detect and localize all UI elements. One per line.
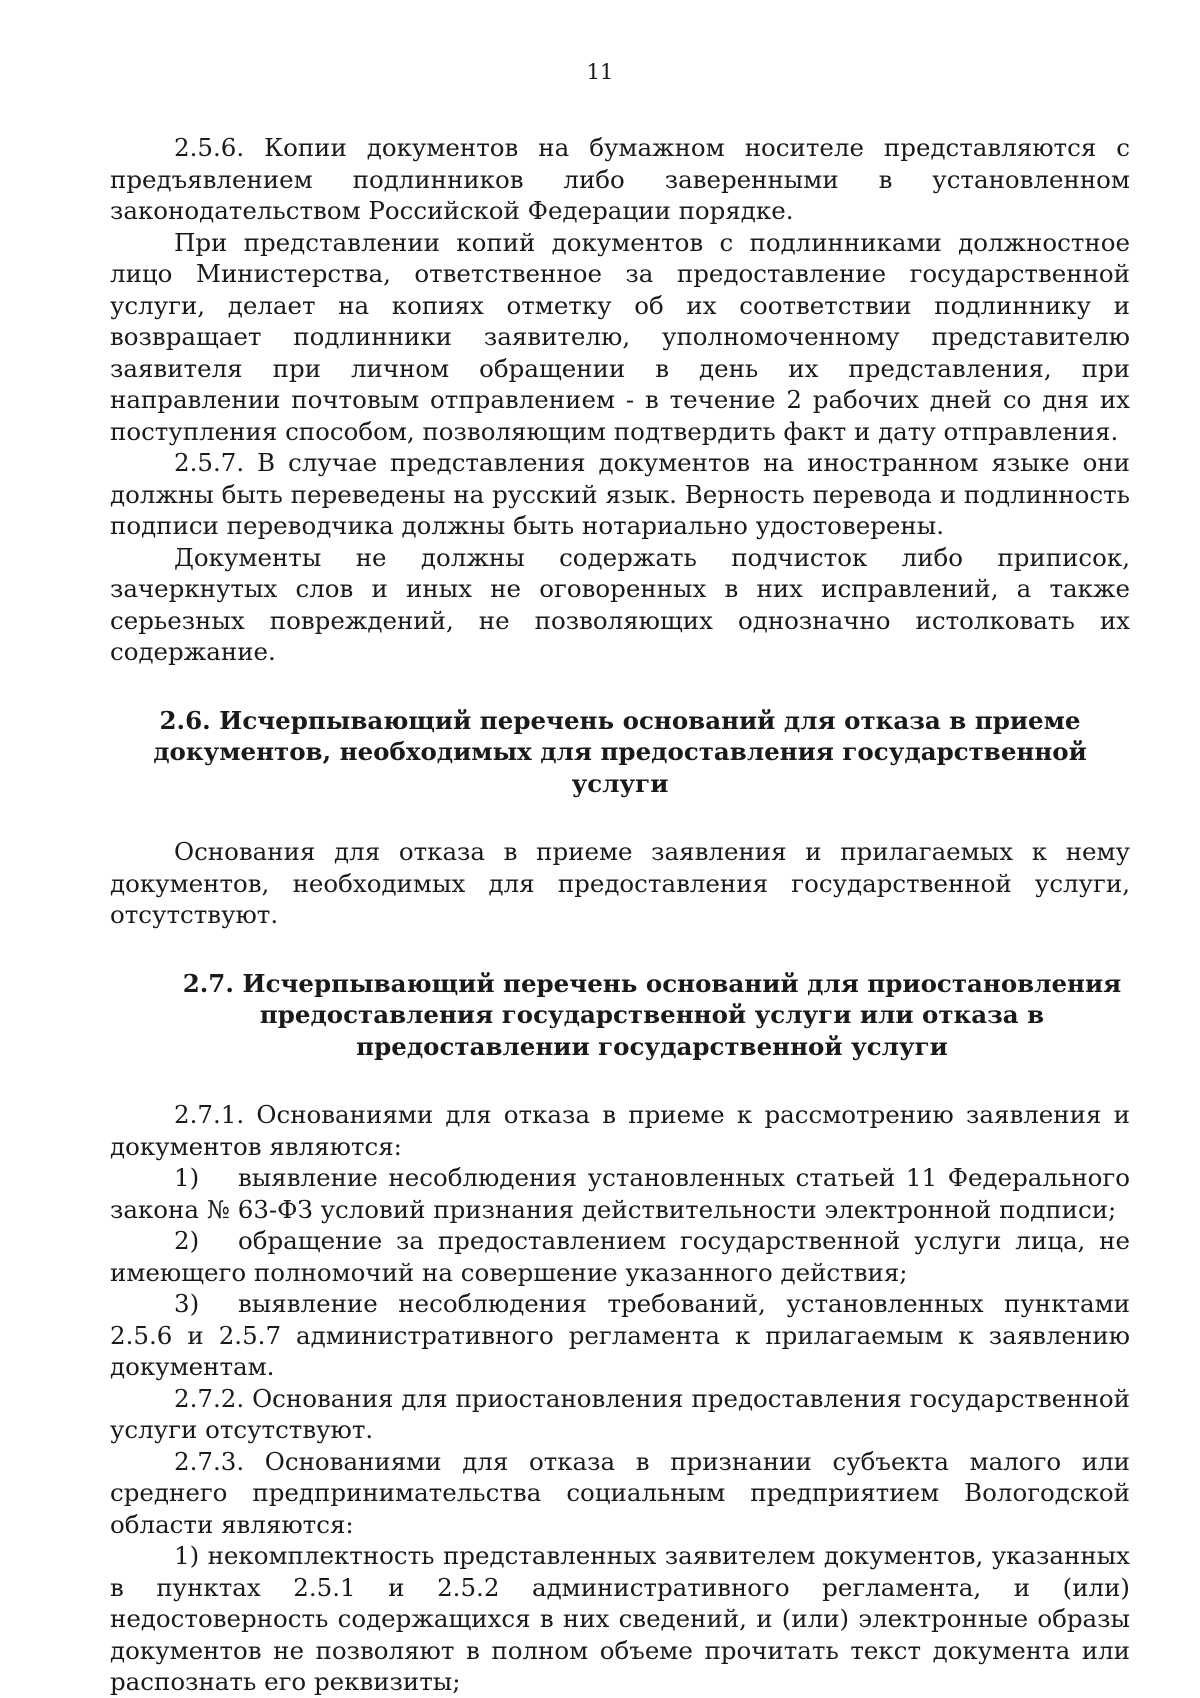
list-item-2-number: 2) [174, 1226, 200, 1255]
list-item-3 [110, 1288, 1130, 1383]
paragraph-copies-with-originals: При представлении копий документов с подлинниками должностное лицо Министерства, ответственное за предоставление государственной услуги, делает на копиях отметку об их соответствии подлиннику и возвращает подлинники заявителю, уполномоченному представителю заявителя при личном обращении в день их представления, при направлении почтовым отправлением - в течение 2 рабочих дней со дня их поступления способом, позволяющим подтвердить факт и дату отправления. [110, 227, 1130, 446]
heading-2-6: 2.6. Исчерпывающий перечень оснований для отказа в приеме документов, необходимых для предоставления государственной услуги [153, 705, 1087, 798]
list-item-1-number: 1) [174, 1163, 200, 1192]
list-item-3-text: выявление несоблюдения требований, установленных пунктами 2.5.6 и 2.5.7 административного регламента к прилагаемым к заявлению документам. [110, 1289, 1130, 1381]
paragraph-no-erasures: Документы не должны содержать подчисток либо приписок, зачеркнутых слов и иных не оговоренных в них исправлений, а также серьезных повреждений, не позволяющих однозначно истолковать их содержание. [110, 542, 1130, 666]
list-item-3-number: 3) [174, 1289, 200, 1318]
paragraph-2-7-1: 2.7.1. Основаниями для отказа в приеме к рассмотрению заявления и документов являются: [110, 1100, 1130, 1161]
heading-2-7: 2.7. Исчерпывающий перечень оснований для приостановления предоставления государственной услуги или отказа в предоставлении государственной услуги [182, 968, 1122, 1061]
paragraph-2-5-6: 2.5.6. Копии документов на бумажном носителе представляются с предъявлением подлинников либо заверенными в установленном законодательством Российской Федерации порядке. [110, 133, 1130, 225]
list-item-1 [110, 1162, 1130, 1225]
paragraph-2-7-3-item-1: 1) некомплектность представленных заявителем документов, указанных в пунктах 2.5.1 и 2.5.2 административного регламента, и (или) недостоверность содержащихся в них сведений, и (или) электронные образы документов не позволяют в полном объеме прочитать текст документа или распознать его реквизиты; [110, 1541, 1130, 1696]
document-body [110, 132, 1130, 1698]
list-item-2-text: обращение за предоставлением государственной услуги лица, не имеющего полномочий на совершение указанного действия; [110, 1226, 1130, 1287]
page-number: 11 [586, 60, 614, 84]
paragraph-2-7-3: 2.7.3. Основаниями для отказа в признании субъекта малого или среднего предпринимательства социальным предприятием Вологодской области являются: [110, 1446, 1130, 1539]
list-item-1-text: выявление несоблюдения установленных статьей 11 Федерального закона № 63-ФЗ условий признания действительности электронной подписи; [110, 1163, 1130, 1224]
paragraph-2-5-7: 2.5.7. В случае представления документов на иностранном языке они должны быть переведены на русский язык. Верность перевода и подлинность подписи переводчика должны быть нотариально удостоверены. [110, 448, 1130, 540]
paragraph-2-6-text: Основания для отказа в приеме заявления и прилагаемых к нему документов, необходимых для предоставления государственной услуги, отсутствуют. [110, 837, 1130, 929]
list-item-2 [110, 1225, 1130, 1288]
paragraph-2-7-2: 2.7.2. Основания для приостановления предоставления государственной услуги отсутствуют. [110, 1383, 1130, 1444]
